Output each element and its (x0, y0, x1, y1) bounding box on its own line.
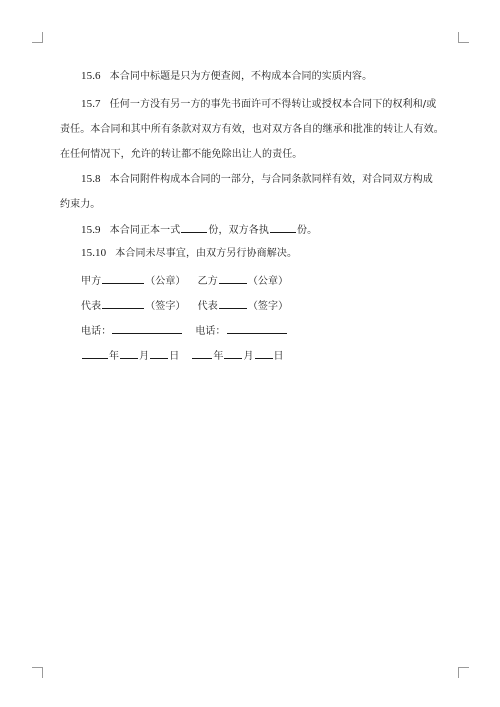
crop-mark-bottom-left (32, 667, 43, 678)
month-a-label: 月 (139, 351, 150, 362)
month-a-blank (120, 348, 138, 359)
year-b-blank (192, 348, 212, 359)
clause-number: 15.6 (81, 70, 101, 82)
year-b-label: 年 (213, 351, 224, 362)
phone-row (81, 323, 288, 339)
crop-mark-top-right (458, 32, 469, 43)
clause-number: 15.8 (81, 173, 101, 185)
rep-b-label: 代表 (197, 301, 218, 312)
rep-b-sign: （签字） (247, 301, 289, 312)
clause-15-6 (81, 69, 372, 84)
day-b-label: 日 (273, 351, 284, 362)
clause-15-7-line-3 (60, 148, 302, 162)
representative-row (81, 298, 288, 314)
phone-b-label: 电话： (195, 326, 226, 337)
party-b-blank (219, 273, 247, 284)
clause-text: 本合同正本一式 (109, 225, 181, 236)
party-a-label: 甲方 (81, 276, 102, 287)
year-a-label: 年 (109, 351, 120, 362)
day-b-blank (255, 348, 273, 359)
day-a-label: 日 (169, 351, 180, 362)
crop-mark-bottom-right (458, 667, 469, 678)
clause-number: 15.7 (81, 98, 101, 110)
clause-text: 在任何情况下，允许的转让都不能免除出让人的责任。 (60, 149, 303, 160)
party-a-blank (102, 273, 144, 284)
clause-text: 份。 (296, 225, 318, 236)
clause-15-8-line-2 (60, 198, 100, 212)
party-row (81, 273, 288, 289)
party-b-label: 乙方 (197, 276, 218, 287)
day-a-blank (150, 348, 168, 359)
clause-text: 本合同未尽事宜，由双方另行协商解决。 (115, 248, 298, 259)
party-b-seal: （公章） (247, 276, 289, 287)
clause-15-8-line-1 (81, 172, 433, 187)
clause-text: 约束力。 (60, 199, 101, 210)
year-a-blank (82, 348, 108, 359)
clause-text: 份，双方各执 (208, 225, 269, 236)
phone-a-blank (112, 323, 182, 334)
party-a-seal: （公章） (145, 276, 186, 287)
clause-text: 本合同附件构成本合同的一部分，与合同条款同样有效，对合同双方构成 (109, 174, 433, 185)
clause-number: 15.9 (81, 224, 101, 236)
clause-number: 15.10 (81, 247, 107, 259)
rep-b-blank (219, 298, 247, 309)
clause-15-7-line-1 (81, 97, 436, 112)
copies-each-blank (270, 222, 296, 233)
clause-text: 本合同中标题是只为方便查阅，不构成本合同的实质内容。 (109, 71, 373, 82)
month-b-blank (224, 348, 242, 359)
clause-text: 任何一方没有另一方的事先书面许可不得转让或授权本合同下的权利和/或 (109, 99, 437, 110)
crop-mark-top-left (32, 32, 43, 43)
clause-15-9 (81, 222, 317, 238)
date-row (81, 348, 284, 364)
clause-15-7-line-2 (60, 123, 444, 137)
clause-15-10 (81, 246, 297, 261)
phone-a-label: 电话： (81, 326, 112, 337)
rep-a-label: 代表 (81, 301, 102, 312)
clause-text: 责任。本合同和其中所有条款对双方有效，也对双方各自的继承和批准的转让人有效。 (60, 124, 444, 135)
phone-b-blank (227, 323, 287, 334)
rep-a-sign: （签字） (145, 301, 186, 312)
rep-a-blank (102, 298, 144, 309)
month-b-label: 月 (243, 351, 254, 362)
copies-blank (181, 222, 207, 233)
